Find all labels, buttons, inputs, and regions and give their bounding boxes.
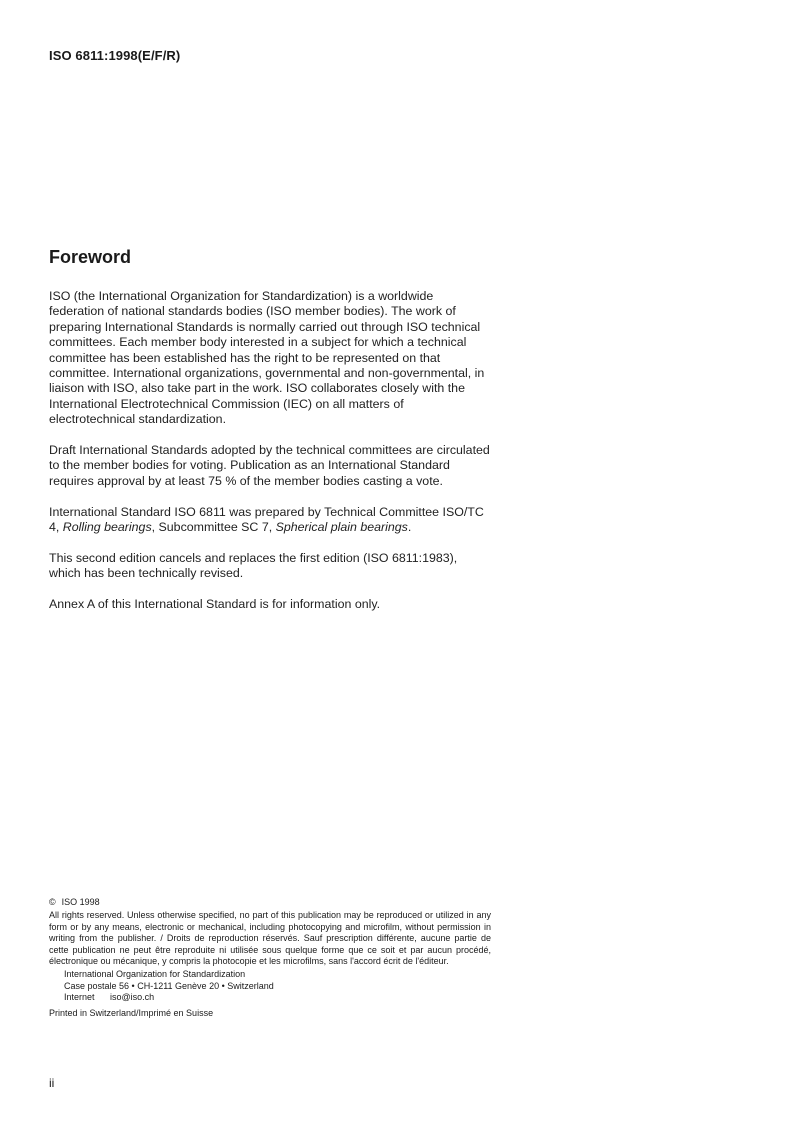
foreword-paragraph-4: This second edition cancels and replaces the first edition (ISO 6811:1983), which has been technically revised. bbox=[49, 550, 458, 581]
p3-text-a: International Standard ISO 6811 was prepared by Technical Committee ISO/TC 4, bbox=[49, 504, 484, 535]
postal-address: Case postale 56 • CH-1211 Genève 20 • Switzerland bbox=[64, 980, 274, 991]
p3-subcommittee-title: Spherical plain bearings bbox=[275, 520, 408, 535]
p3-committee-title: Rolling bearings bbox=[62, 520, 152, 535]
p3-text-c: , Subcommittee SC 7, bbox=[151, 520, 276, 535]
foreword-heading: Foreword bbox=[49, 247, 132, 267]
internet-label: Internet bbox=[64, 992, 95, 1003]
foreword-paragraph-1: ISO (the International Organization for Standardization) is a worldwide federation of national standards bodies (ISO member bodies). The work of preparing International Standards is normally carried out through ISO technical committees. Each member body interested in a subject for which a technical committee has been established has the right to be represented on that committee. International organizations, governmental and non-governmental, in liaison with ISO, also take part in the work. ISO collaborates closely with the International Electrotechnical Commission (IEC) on all matters of electrotechnical standardization. bbox=[49, 289, 485, 427]
p3-text-e: . bbox=[407, 520, 412, 535]
page-number: ii bbox=[49, 1076, 55, 1090]
copyright-notice bbox=[49, 897, 491, 1019]
publisher-address bbox=[64, 969, 491, 1003]
document-identifier: ISO 6811:1998(E/F/R) bbox=[49, 48, 181, 63]
foreword-paragraph-5: Annex A of this International Standard is for information only. bbox=[49, 597, 381, 612]
foreword-body bbox=[49, 289, 491, 628]
foreword-paragraph-3 bbox=[49, 505, 491, 536]
copyright-icon: © bbox=[49, 897, 56, 907]
foreword-paragraph-2: Draft International Standards adopted by the technical committees are circulated to the member bodies for voting. Publication as an International Standard requires approval by at least 75 % of the member bodies casting a vote. bbox=[49, 443, 490, 488]
organization-name: International Organization for Standardization bbox=[64, 969, 246, 980]
internet-email: iso@iso.ch bbox=[110, 992, 155, 1003]
copyright-year: ISO 1998 bbox=[61, 897, 100, 907]
printed-in-line: Printed in Switzerland/Imprimé en Suisse bbox=[49, 1007, 214, 1018]
internet-line bbox=[64, 992, 491, 1003]
rights-statement: All rights reserved. Unless otherwise specified, no part of this publication may be reproduced or utilized in any form or by any means, electronic or mechanical, including photocopying and microfilm, without permission in writing from the publisher. / Droits de reproduction réservés. Sauf prescription différente, aucune partie de cette publication ne peut être reproduite ni utilisée sous quelque forme que ce soit et par aucun procédé, électronique ou mécanique, y compris la photocopie et les microfilms, sans l'accord écrit de l'éditeur. bbox=[49, 910, 491, 967]
copyright-line bbox=[49, 897, 491, 908]
